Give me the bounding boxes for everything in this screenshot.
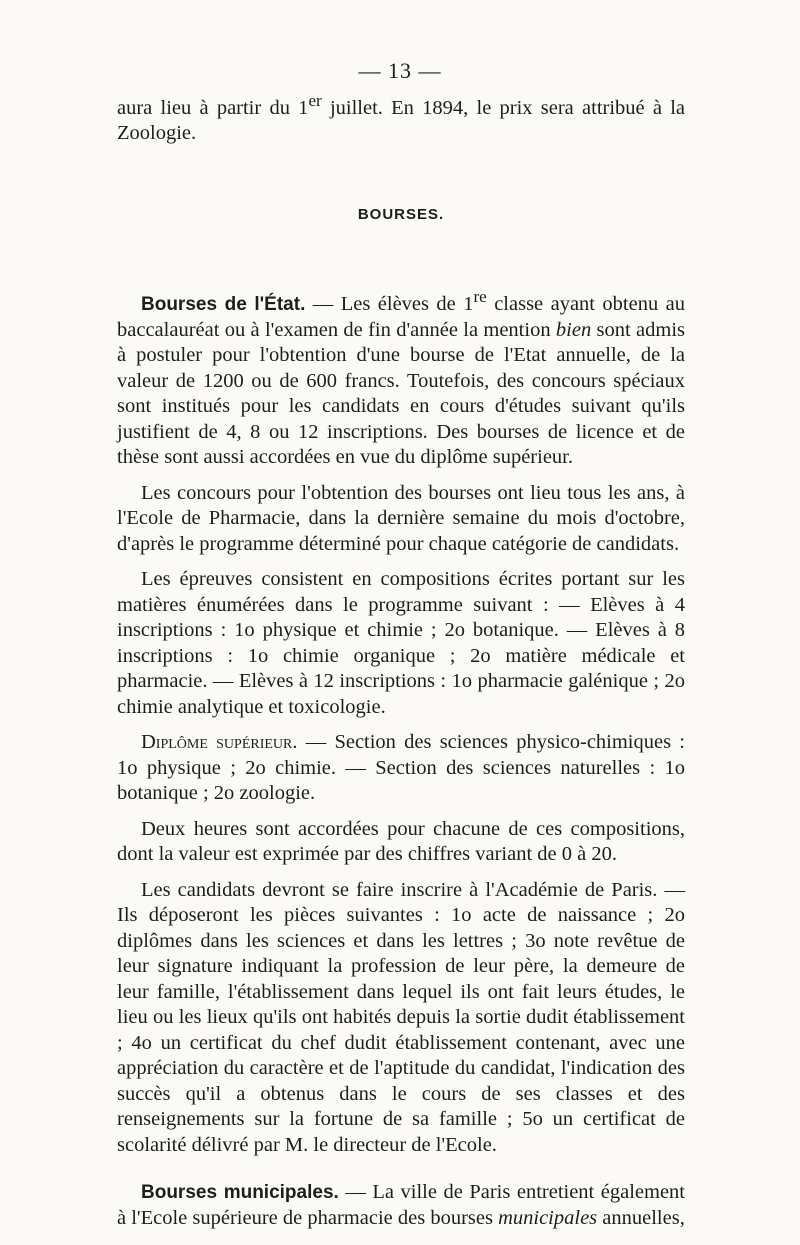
paragraph-text: annuelles, [597, 1206, 685, 1229]
paragraph-text: — La ville de Paris entretient également à l'Ecole supérieure de pharmacie des bourses [117, 1181, 686, 1229]
text-block [117, 88, 685, 1231]
duree-paragraph: Deux heures sont accordées pour chacune de ces compositions, dont la valeur est exprimée par des chiffres variant de 0 à 20. [117, 817, 685, 866]
paragraph-text: classe ayant obtenu au baccalauréat ou à l'examen de fin d'année la mention [117, 293, 686, 341]
paragraph-text: — Les élèves de 1 [305, 293, 474, 316]
bourses-municipales-paragraph [117, 1180, 685, 1231]
section-title: BOURSES. [357, 205, 445, 223]
paragraph-text: — Section des sciences physico-chimiques : 1o physique ; 2o chimie. — Section des sciences naturelles : 1o botanique ; 2o zoologie. [117, 731, 685, 805]
bourses-etat-heading: Bourses de l'État. [141, 294, 306, 316]
bourses-etat-paragraph [117, 284, 685, 470]
superscript: re [473, 287, 487, 307]
bourses-municipales-heading: Bourses municipales. [141, 1182, 339, 1204]
epreuves-paragraph: Les épreuves consistent en compositions écrites portant sur les matières énumérées dans le programme suivant : — Elèves à 4 inscriptions : 1o physique et chimie ; 2o botanique. — Elèves à 8 inscriptions : 1o chimie organique ; 2o matière médicale et pharmacie. — Elèves à 12 inscriptions : 1o pharmacie galénique ; 2o chimie analytique et toxicologie. [117, 568, 685, 718]
paragraph-text: sont admis à postuler pour l'obtention d'une bourse de l'Etat annuelle, de la valeur de 1200 ou de 600 francs. Toutefois, des concours spéciaux sont institués pour les candidats en cours d'études suivant qu'ils justifient de 4, 8 ou 12 inscriptions. Des bourses de licence et de thèse sont aussi accordées en vue du diplôme supérieur. [117, 318, 685, 469]
intro-superscript: er [308, 91, 322, 110]
candidats-paragraph: Les candidats devront se faire inscrire à l'Académie de Paris. — Ils déposeront les pièces suivantes : 1o acte de naissance ; 2o diplômes dans les sciences et dans les lettres ; 3o note revêtue de leur signature indiquant la profession de leur père, la demeure de leur famille, l'établissement dans lequel ils ont fait leurs études, le lieu ou les lieux qu'ils ont habités depuis la sortie dudit établissement ; 4o un certificat du chef dudit établissement contenant, avec une appréciation du caractère et de l'aptitude du candidat, l'indication des succès qu'il a obtenus dans le cours de ses classes et des renseignements sur la fortune de sa famille ; 5o un certificat de scolarité délivré par M. le directeur de l'Ecole. [117, 878, 685, 1156]
diplome-label: Diplôme supérieur. [141, 731, 298, 754]
emphasis-text: municipales [498, 1206, 598, 1229]
diplome-paragraph [117, 730, 685, 807]
page-number: — 13 — [358, 58, 442, 83]
intro-text-a: aura lieu à partir du 1 [117, 96, 309, 119]
intro-text-b: juillet. En 1894, le prix sera attribué à la Zoologie. [117, 96, 685, 145]
concours-paragraph: Les concours pour l'obtention des bourses ont lieu tous les ans, à l'Ecole de Pharmacie, dans la dernière semaine du mois d'octobre, d'après le programme déterminé pour chaque catégorie de candidats. [117, 481, 685, 555]
emphasis-text: bien [555, 318, 592, 341]
intro-paragraph [117, 88, 685, 147]
